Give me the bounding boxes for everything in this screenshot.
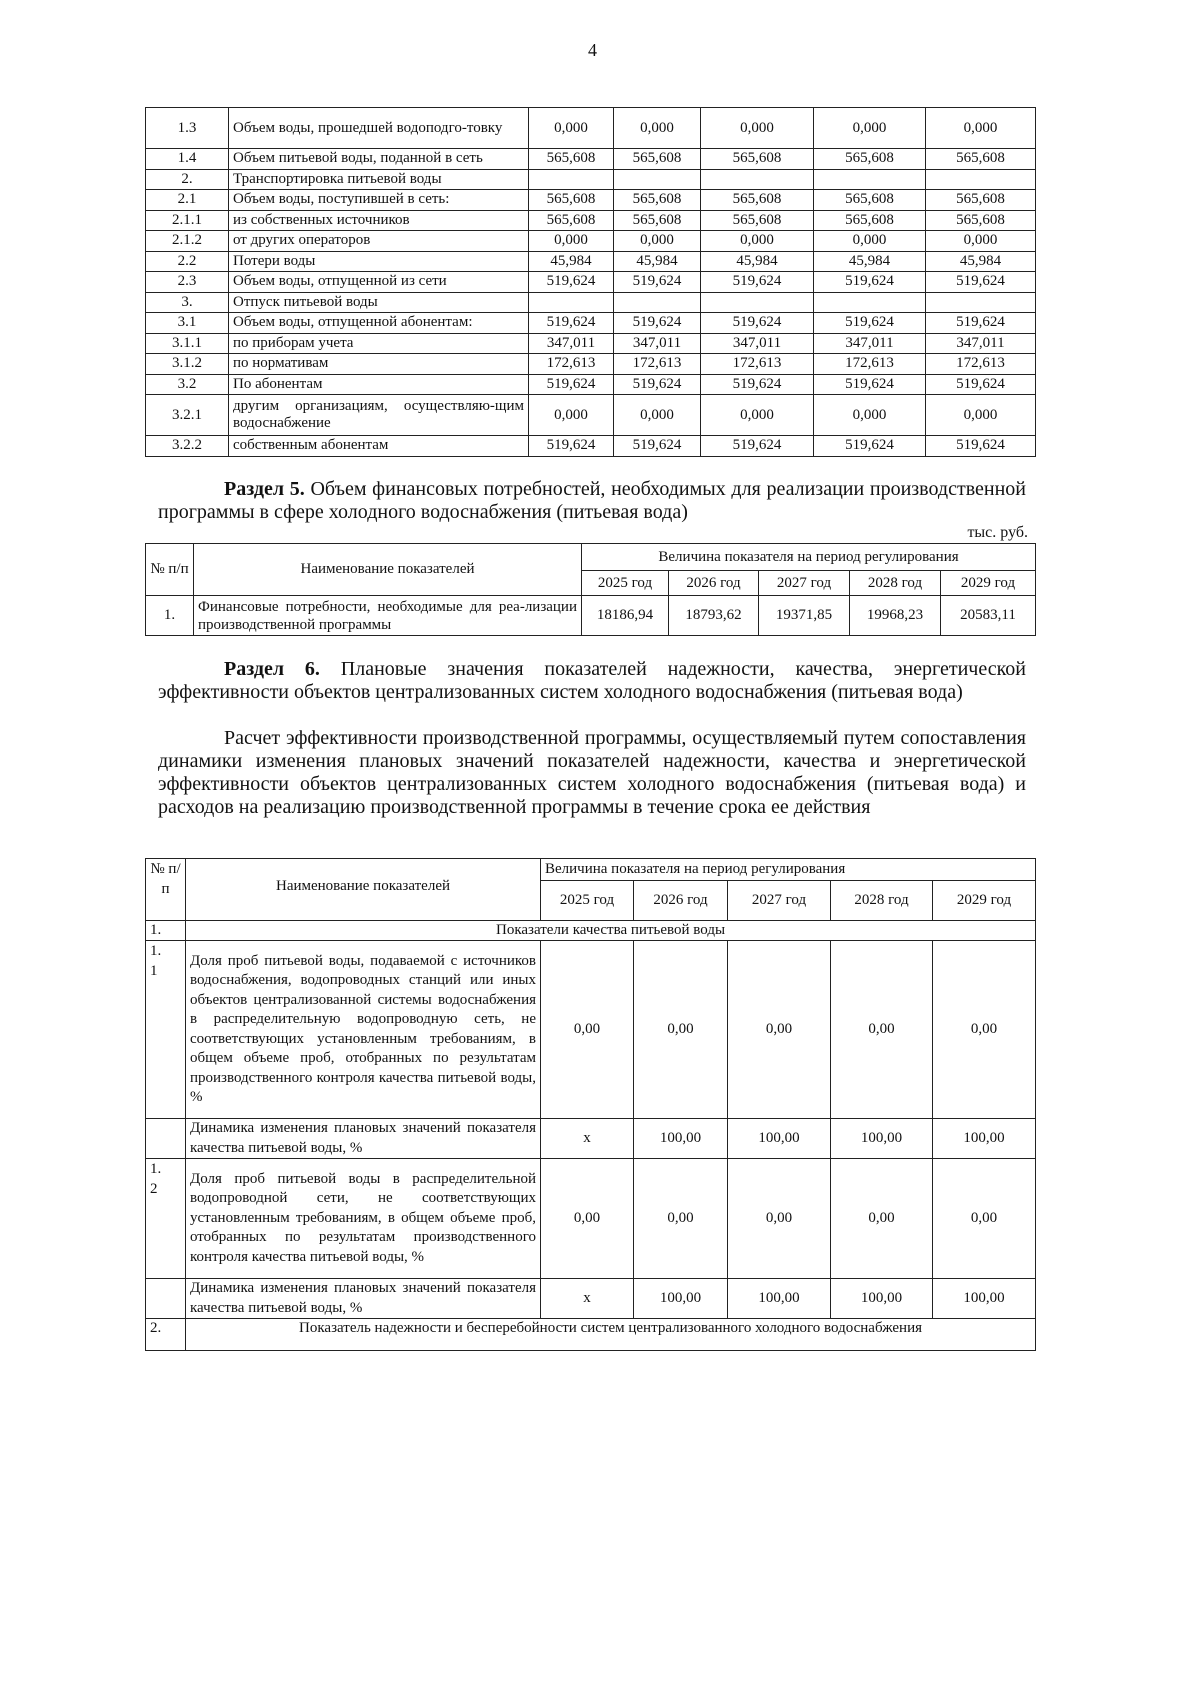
table-row: [146, 436, 1036, 457]
row-value: 347,011: [614, 333, 701, 354]
row-value: 565,608: [529, 210, 614, 231]
row-value: 100,00: [831, 1279, 933, 1319]
row-value: [814, 292, 926, 313]
row-value: 519,624: [814, 272, 926, 293]
row-value: 0,00: [728, 941, 831, 1119]
row-value: 0,000: [926, 395, 1036, 436]
row-name: Объем воды, прошедшей водоподго-товку: [229, 108, 529, 149]
row-value: 45,984: [529, 251, 614, 272]
row-value: [614, 292, 701, 313]
row-value: 45,984: [926, 251, 1036, 272]
row-name: Динамика изменения плановых значений показателя качества питьевой воды, %: [186, 1279, 541, 1319]
col-group-header: Величина показателя на период регулирования: [541, 859, 1036, 881]
row-value: 0,000: [529, 231, 614, 252]
row-value: 172,613: [814, 354, 926, 375]
row-value: 347,011: [529, 333, 614, 354]
row-value: 19371,85: [759, 596, 850, 636]
row-value: 100,00: [728, 1119, 831, 1159]
row-value: 519,624: [701, 272, 814, 293]
row-value: 18186,94: [582, 596, 669, 636]
row-value: 100,00: [634, 1279, 728, 1319]
table-row: [146, 251, 1036, 272]
row-value: 100,00: [933, 1119, 1036, 1159]
quality-indicators-table: [145, 858, 1036, 1351]
row-name: из собственных источников: [229, 210, 529, 231]
row-number: 1.3: [146, 108, 229, 149]
section5-heading: [158, 478, 1026, 524]
row-value: 565,608: [614, 190, 701, 211]
row-value: 0,00: [933, 941, 1036, 1119]
row-value: 519,624: [529, 272, 614, 293]
row-value: 0,00: [541, 1159, 634, 1279]
section-num: 2.: [146, 1319, 186, 1351]
year-header: 2025 год: [582, 571, 669, 596]
row-value: [529, 169, 614, 190]
row-number: 3.1.2: [146, 354, 229, 375]
row-number: 3.2: [146, 374, 229, 395]
row-number: 1.: [146, 596, 194, 636]
row-value: 19968,23: [850, 596, 941, 636]
col-name-header: Наименование показателей: [186, 859, 541, 921]
year-header: 2026 год: [669, 571, 759, 596]
col-num-header: № п/п: [146, 544, 194, 596]
page-number: 4: [588, 40, 597, 60]
row-number: 3.1.1: [146, 333, 229, 354]
row-value: 172,613: [529, 354, 614, 375]
row-value: 0,00: [634, 1159, 728, 1279]
row-value: 0,000: [614, 108, 701, 149]
row-value: 45,984: [814, 251, 926, 272]
row-number: 3.2.2: [146, 436, 229, 457]
table-row: [146, 395, 1036, 436]
col-group-header: Величина показателя на период регулирования: [582, 544, 1036, 571]
row-value: x: [541, 1119, 634, 1159]
row-value: [529, 292, 614, 313]
table-row: [146, 292, 1036, 313]
row-value: 519,624: [614, 272, 701, 293]
row-value: 0,000: [814, 108, 926, 149]
row-value: 565,608: [926, 190, 1036, 211]
row-value: 0,000: [529, 395, 614, 436]
row-value: 519,624: [614, 313, 701, 334]
row-value: 0,000: [701, 108, 814, 149]
table-row: [146, 1159, 1036, 1279]
row-name: другим организациям, осуществляю-щим водоснабжение: [229, 395, 529, 436]
row-number: [146, 1279, 186, 1319]
table-row: [146, 941, 1036, 1119]
row-value: [926, 292, 1036, 313]
row-value: 45,984: [614, 251, 701, 272]
row-value: 565,608: [701, 190, 814, 211]
row-value: 519,624: [529, 436, 614, 457]
row-value: x: [541, 1279, 634, 1319]
row-name: Транспортировка питьевой воды: [229, 169, 529, 190]
row-name: Объем воды, поступившей в сеть:: [229, 190, 529, 211]
section-title: Показатели качества питьевой воды: [186, 921, 1036, 941]
row-value: 519,624: [814, 374, 926, 395]
table-row: [146, 374, 1036, 395]
col-num-header: № п/ п: [146, 859, 186, 921]
row-value: 0,00: [728, 1159, 831, 1279]
table-row: [146, 1279, 1036, 1319]
row-value: 519,624: [926, 436, 1036, 457]
row-name: от других операторов: [229, 231, 529, 252]
row-value: 519,624: [814, 436, 926, 457]
row-value: 0,00: [634, 941, 728, 1119]
section6-heading: [158, 658, 1026, 704]
row-value: 519,624: [614, 436, 701, 457]
row-value: 0,000: [701, 395, 814, 436]
row-value: 519,624: [701, 436, 814, 457]
row-number: 1.4: [146, 149, 229, 170]
row-value: 565,608: [529, 149, 614, 170]
row-value: 565,608: [814, 190, 926, 211]
row-value: 565,608: [814, 149, 926, 170]
row-value: 565,608: [614, 210, 701, 231]
row-name: Доля проб питьевой воды, подаваемой с источников водоснабжения, водопроводных станций или иных объектов централизованной системы водоснабжения в распределительную водопроводную сеть, не соответствующих установленным требованиям, в общем объеме проб, отобранных по результатам производственного контроля качества питьевой воды, %: [186, 941, 541, 1119]
table-row: [146, 1119, 1036, 1159]
row-value: 0,000: [814, 231, 926, 252]
row-name: Объем воды, отпущенной абонентам:: [229, 313, 529, 334]
year-header: 2027 год: [728, 881, 831, 921]
row-value: 519,624: [529, 374, 614, 395]
year-header: 2028 год: [850, 571, 941, 596]
row-name: Финансовые потребности, необходимые для реа-лизации производственной программы: [194, 596, 582, 636]
row-value: 100,00: [831, 1119, 933, 1159]
row-value: 18793,62: [669, 596, 759, 636]
col-name-header: Наименование показателей: [194, 544, 582, 596]
row-value: 519,624: [926, 272, 1036, 293]
row-value: 172,613: [926, 354, 1036, 375]
row-value: [701, 292, 814, 313]
row-number: 1. 1: [146, 941, 186, 1119]
row-value: 0,00: [541, 941, 634, 1119]
section-title: Показатель надежности и бесперебойности систем централизованного холодного водоснабжения: [186, 1319, 1036, 1351]
row-name: Объем питьевой воды, поданной в сеть: [229, 149, 529, 170]
financial-needs-table: [145, 543, 1036, 636]
section6-title: Плановые значения показателей надежности, качества, энергетической эффективности объектов централизованных систем холодного водоснабжения (питьевая вода): [158, 658, 1027, 703]
row-value: 565,608: [926, 210, 1036, 231]
row-value: 347,011: [814, 333, 926, 354]
year-header: 2028 год: [831, 881, 933, 921]
row-name: собственным абонентам: [229, 436, 529, 457]
row-value: [926, 169, 1036, 190]
row-value: 0,000: [701, 231, 814, 252]
row-name: по нормативам: [229, 354, 529, 375]
row-value: 519,624: [529, 313, 614, 334]
section5-label: Раздел 5.: [224, 478, 305, 500]
row-value: 100,00: [933, 1279, 1036, 1319]
section-num: 1.: [146, 921, 186, 941]
table-row: [146, 149, 1036, 170]
table-row: [146, 190, 1036, 211]
row-number: 2.1.2: [146, 231, 229, 252]
row-value: 347,011: [701, 333, 814, 354]
section6-paragraph: [158, 727, 1026, 819]
row-value: 347,011: [926, 333, 1036, 354]
row-name: Доля проб питьевой воды в распределительной водопроводной сети, не соответствующих установленным требованиям, в общем объеме проб, отобранных по результатам производственного контроля качества питьевой воды, %: [186, 1159, 541, 1279]
row-value: 0,000: [614, 395, 701, 436]
row-value: [614, 169, 701, 190]
row-name: По абонентам: [229, 374, 529, 395]
row-value: 519,624: [814, 313, 926, 334]
row-value: 172,613: [701, 354, 814, 375]
row-value: 100,00: [728, 1279, 831, 1319]
row-value: 565,608: [814, 210, 926, 231]
row-value: 0,00: [933, 1159, 1036, 1279]
row-value: 565,608: [701, 149, 814, 170]
row-value: 519,624: [614, 374, 701, 395]
section5-title: Объем финансовых потребностей, необходимых для реализации производственной программы в сфере холодного водоснабжения (питьевая вода): [158, 478, 1027, 523]
row-value: [814, 169, 926, 190]
row-number: 3.: [146, 292, 229, 313]
row-value: 519,624: [926, 374, 1036, 395]
row-value: 0,000: [529, 108, 614, 149]
section6-label: Раздел 6.: [224, 658, 320, 680]
table-row: [146, 272, 1036, 293]
row-value: 565,608: [701, 210, 814, 231]
row-number: [146, 1119, 186, 1159]
year-header: 2029 год: [941, 571, 1036, 596]
year-header: 2026 год: [634, 881, 728, 921]
row-name: Объем воды, отпущенной из сети: [229, 272, 529, 293]
row-number: 3.2.1: [146, 395, 229, 436]
year-header: 2025 год: [541, 881, 634, 921]
row-number: 2.: [146, 169, 229, 190]
row-value: [701, 169, 814, 190]
row-number: 3.1: [146, 313, 229, 334]
row-value: 519,624: [701, 374, 814, 395]
row-value: 519,624: [701, 313, 814, 334]
water-volume-table: [145, 107, 1036, 457]
table-row: [146, 333, 1036, 354]
table-row: [146, 354, 1036, 375]
row-number: 2.1.1: [146, 210, 229, 231]
row-value: 0,00: [831, 1159, 933, 1279]
unit-label: тыс. руб.: [967, 524, 1028, 541]
row-value: 100,00: [634, 1119, 728, 1159]
row-name: по приборам учета: [229, 333, 529, 354]
row-number: 2.1: [146, 190, 229, 211]
year-header: 2027 год: [759, 571, 850, 596]
table-row: [146, 210, 1036, 231]
row-name: Динамика изменения плановых значений показателя качества питьевой воды, %: [186, 1119, 541, 1159]
row-value: 20583,11: [941, 596, 1036, 636]
row-value: 0,000: [814, 395, 926, 436]
row-value: 0,000: [926, 231, 1036, 252]
row-value: 0,00: [831, 941, 933, 1119]
table-row: [146, 231, 1036, 252]
row-name: Потери воды: [229, 251, 529, 272]
row-number: 2.3: [146, 272, 229, 293]
row-value: 519,624: [926, 313, 1036, 334]
table-row: [146, 313, 1036, 334]
row-value: 565,608: [614, 149, 701, 170]
table-row: [146, 108, 1036, 149]
year-header: 2029 год: [933, 881, 1036, 921]
row-number: 1. 2: [146, 1159, 186, 1279]
row-value: 0,000: [926, 108, 1036, 149]
row-value: 565,608: [926, 149, 1036, 170]
row-value: 45,984: [701, 251, 814, 272]
row-number: 2.2: [146, 251, 229, 272]
row-value: 172,613: [614, 354, 701, 375]
table-row: [146, 169, 1036, 190]
section6-paragraph-text: Расчет эффективности производственной программы, осуществляемый путем сопоставления динамики изменения плановых значений показателей надежности, качества и энергетической эффективности объектов централизованных систем холодного водоснабжения (питьевая вода) и расходов на реализацию производственной программы в течение срока ее действия: [158, 727, 1026, 818]
row-value: 0,000: [614, 231, 701, 252]
row-name: Отпуск питьевой воды: [229, 292, 529, 313]
row-value: 565,608: [529, 190, 614, 211]
